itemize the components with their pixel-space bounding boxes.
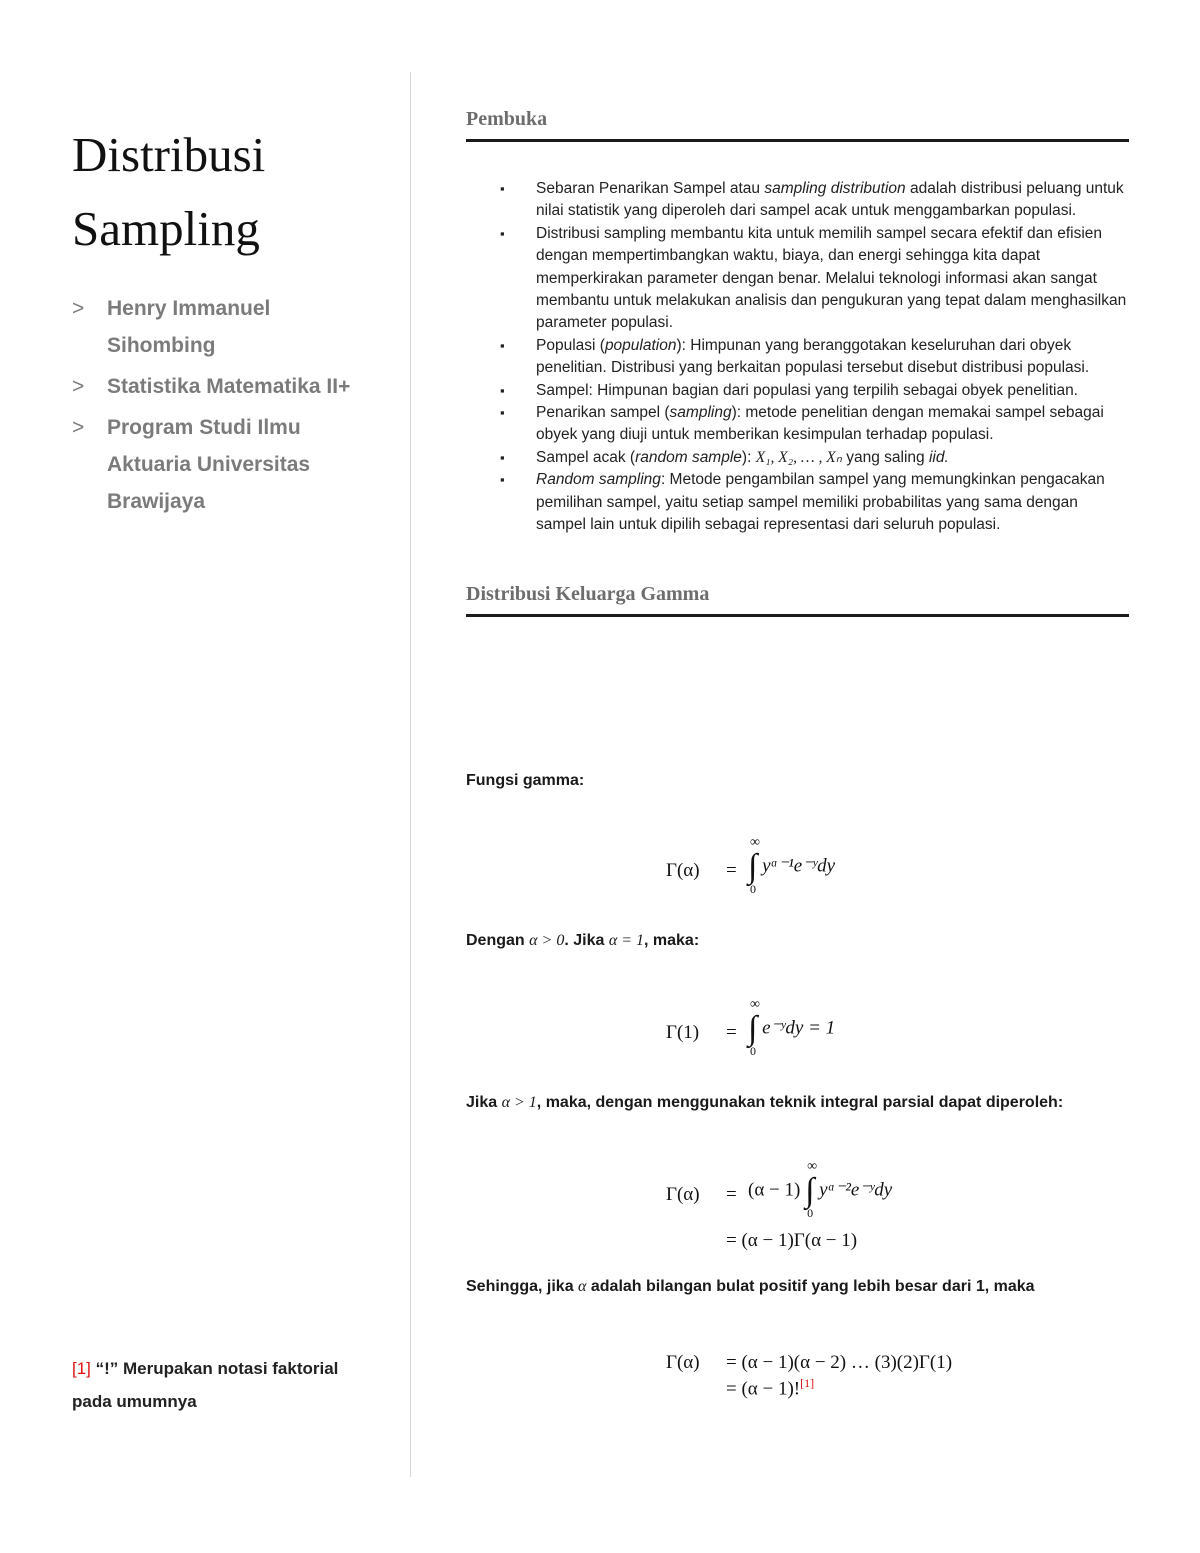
eq-lhs: Γ(α)	[666, 860, 700, 881]
text: ): Himpunan yang beranggotakan keseluruhan dari obyek penelitian. Distribusi yang berkaitan populasi tersebut disebut distribusi populasi.	[536, 336, 1090, 377]
bullet-item	[536, 335, 1129, 380]
text: Sampel: Himpunan bagian dari populasi yang terpilih sebagai obyek penelitian.	[536, 381, 1078, 399]
eq-factor: (α − 1)	[748, 1179, 801, 1201]
footnote	[72, 1352, 372, 1418]
author-text: Henry Immanuel Sihombing	[107, 297, 271, 357]
label-jika: Jika α > 1, maka, dengan menggunakan teknik integral parsial dapat diperoleh:	[466, 1094, 1064, 1111]
bullet-item	[536, 469, 1129, 536]
text: Distribusi sampling membantu kita untuk memilih sampel secara efektif dan efisien dengan mempertimbangkan waktu, biaya, dan energi sehingga kita dapat memperkirakan parameter dengan benar. Melalui teknologi informasi akan sangat membantu untuk melakukan analisis dan pengukuran yang tepat dalam menghasilkan parameter populasi.	[536, 224, 1127, 332]
bullet-list	[466, 178, 1129, 537]
label-dengan: Dengan α > 0. Jika α = 1, maka:	[466, 932, 700, 949]
italic-term: Random sampling	[536, 471, 661, 489]
integral-icon: ∫ ∞ 0	[805, 1159, 818, 1220]
eq-sign: =	[726, 860, 737, 881]
arrow-icon: >	[72, 416, 85, 439]
text: ): metode penelitian dengan memakai sampel sebagai obyek yang diuji untuk memberikan kesimpulan terhadap populasi.	[536, 404, 1104, 444]
course-text: Statistika Matematika II+	[107, 375, 351, 398]
bullet-item	[536, 402, 1129, 447]
bullet-item	[536, 223, 1129, 335]
title-line-1: Distribusi	[72, 127, 266, 182]
italic-term: sampling distribution	[764, 180, 906, 197]
text: : Metode pengambilan sampel yang memungkinkan pengacakan pemilihan sampel, yaitu setiap sampel memiliki probabilitas yang sama dengan sampel lain untuk dipilih sebagai representasi dari seluruh populasi.	[536, 471, 1105, 534]
institution-item	[72, 409, 382, 520]
text: Sampel acak (	[536, 448, 636, 466]
eq-sign: =	[726, 1184, 737, 1205]
course-item	[72, 368, 382, 405]
italic-term: population	[604, 336, 677, 354]
italic-term: iid.	[928, 448, 949, 466]
eq-line-2: = (α − 1)Γ(α − 1)	[726, 1230, 858, 1251]
italic-term: sampling	[669, 404, 732, 422]
institution-text: Program Studi Ilmu Aktuaria Universitas Brawijaya	[107, 416, 311, 513]
text: Penarikan sampel (	[536, 404, 670, 422]
bullet-item	[536, 447, 1129, 469]
arrow-icon: >	[72, 297, 85, 320]
eq-sign: =	[726, 1022, 737, 1043]
integral-icon: ∫ ∞ 0	[748, 997, 760, 1058]
sidebar	[72, 118, 382, 524]
math-inline: X₁, X₂, … , Xₙ	[755, 448, 842, 466]
text: Populasi (	[536, 336, 605, 354]
title-line-2: Sampling	[72, 201, 260, 256]
column-divider	[410, 72, 411, 1477]
document-title	[72, 118, 382, 266]
text: yang saling	[841, 448, 929, 466]
text: Sebaran Penarikan Sampel atau	[536, 180, 765, 197]
main-content	[466, 108, 1129, 1400]
author-item	[72, 290, 382, 364]
section-heading-pembuka: Pembuka	[466, 108, 1129, 142]
section-heading-gamma: Distribusi Keluarga Gamma	[466, 583, 1129, 617]
text: adalah distribusi peluang untuk nilai statistik yang diperoleh dari sampel acak untuk menggambarkan populasi.	[536, 180, 1124, 220]
footnote-ref-link[interactable]: [1]	[800, 1376, 815, 1390]
meta-list	[72, 290, 382, 520]
eq-rhs: e⁻ʸdy = 1	[762, 1017, 836, 1039]
eq-rhs: yᵅ⁻²e⁻ʸdy	[819, 1179, 893, 1201]
eq-line-2: = (α − 1)!	[726, 1378, 801, 1400]
eq-lhs: Γ(α)	[666, 1184, 700, 1205]
eq-line-1: = (α − 1)(α − 2) … (3)(2)Γ(1)	[726, 1352, 953, 1373]
footnote-text: “!” Merupakan notasi faktorial pada umumnya	[72, 1359, 339, 1411]
bullet-item	[536, 178, 1129, 223]
label-sehingga: Sehingga, jika α adalah bilangan bulat positif yang lebih besar dari 1, maka	[466, 1278, 1035, 1295]
eq-lhs: Γ(1)	[666, 1022, 700, 1043]
eq-lhs: Γ(α)	[666, 1352, 700, 1373]
bullet-item	[536, 380, 1129, 402]
eq-rhs: yᵅ⁻¹e⁻ʸdy	[762, 855, 836, 877]
italic-term: random sample	[635, 448, 742, 466]
arrow-icon: >	[72, 375, 85, 398]
label-fungsi-gamma: Fungsi gamma:	[466, 772, 585, 789]
footnote-ref[interactable]: [1]	[72, 1359, 91, 1378]
integral-icon: ∫ ∞ 0	[748, 835, 760, 896]
text: ):	[741, 448, 756, 466]
